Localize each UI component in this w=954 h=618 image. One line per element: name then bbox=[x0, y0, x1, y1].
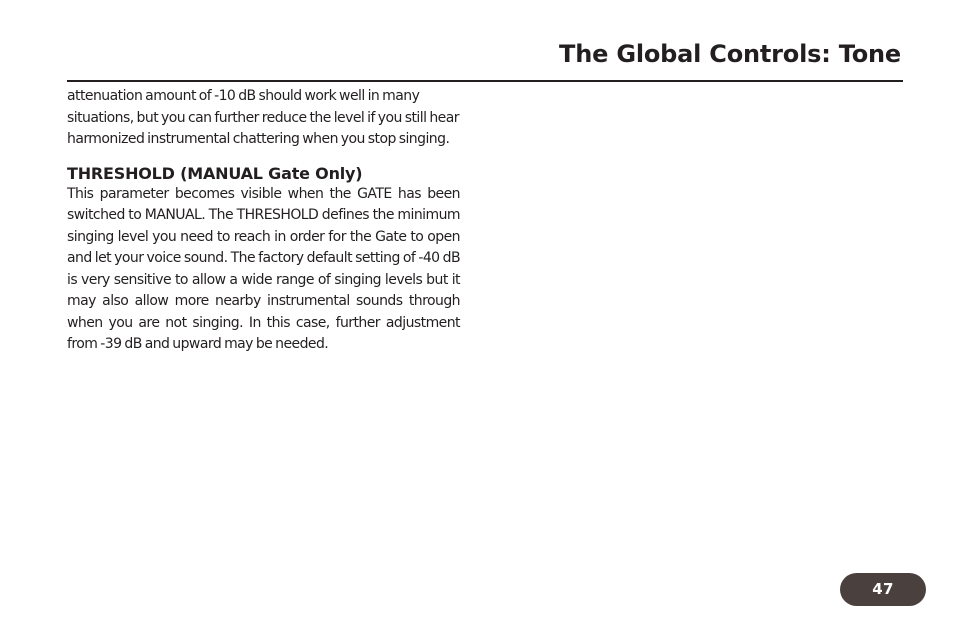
section-heading-threshold: THRESHOLD (MANUAL Gate Only) bbox=[67, 163, 363, 183]
page-number-badge: 47 bbox=[840, 573, 926, 606]
continuation-paragraph: attenuation amount of -10 dB should work well in many situations, but you can further reduce the level if you still hear harmonized instrumental chattering when you stop singing. bbox=[67, 88, 459, 147]
page-title: The Global Controls: Tone bbox=[559, 40, 901, 68]
threshold-description-paragraph: This parameter becomes visible when the GATE has been switched to MANUAL. The THRESHOLD defines the minimum singing level you need to reach in order for the Gate to open and let your voice sound. The factory default setting of -40 dB is very sensitive to allow a wide range of singing levels but it may also allow more nearby instrumental sounds through when you are not singing. In this case, further adjustment from -39 dB and upward may be needed. bbox=[67, 185, 460, 352]
header-divider bbox=[67, 80, 903, 82]
text-column bbox=[67, 86, 460, 356]
